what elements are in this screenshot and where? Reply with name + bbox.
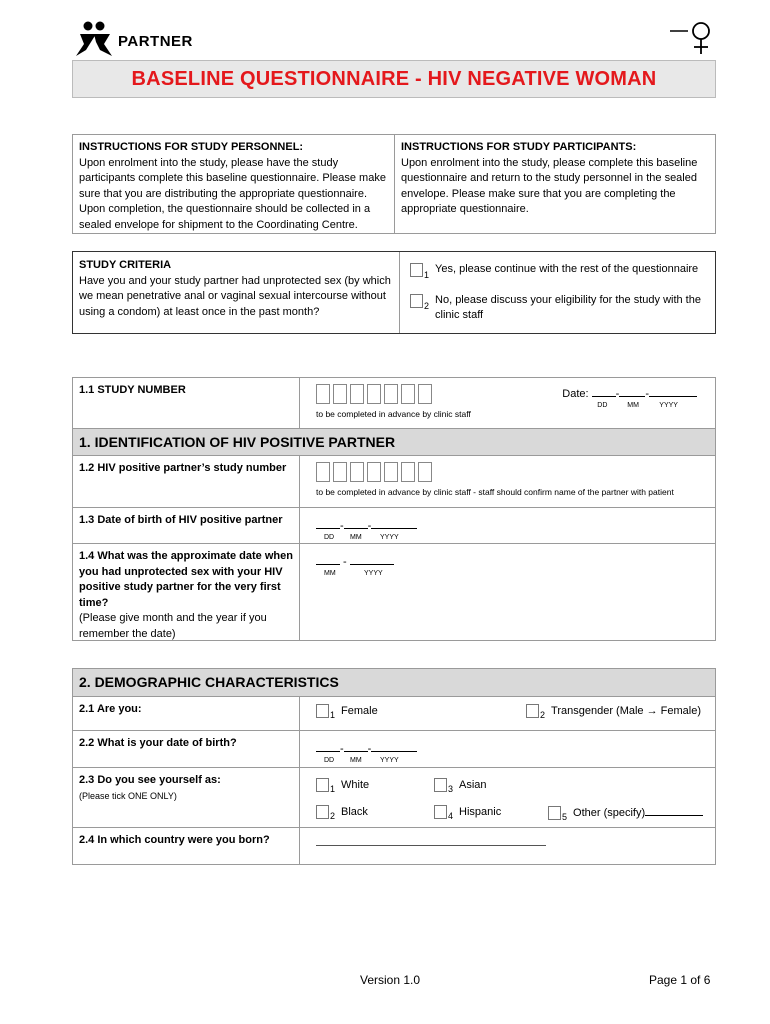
participants-heading: INSTRUCTIONS FOR STUDY PARTICIPANTS: xyxy=(401,141,637,153)
dob-row xyxy=(73,730,715,767)
first-unprotected-sex-field[interactable]: - MM YYYY xyxy=(300,544,715,640)
criteria-heading: STUDY CRITERIA xyxy=(79,259,172,271)
are-you-row: 2.1 Are you: $_1$ Female $_2$ Transgender (Male → Female) xyxy=(73,696,715,730)
birth-country-row xyxy=(73,827,715,864)
dob-field[interactable]: - - DD MM YYYY xyxy=(300,731,715,767)
asian-label: Asian xyxy=(459,778,487,791)
partner-logo xyxy=(74,20,194,60)
personnel-text: Upon enrolment into the study, please have the study participants complete this baseline questionnaire. Please make sure that you are distributing the appropriate questionnaire. Upon completion, the questionnaire should be collected in a sealed envelope for shipment to the Coordinating Centre. xyxy=(79,156,386,231)
partner-study-number-note: to be completed in advance by clinic staff - staff should confirm name of the partner with patient xyxy=(316,487,674,497)
logo-text: PARTNER xyxy=(118,33,193,50)
title-bar xyxy=(72,60,716,98)
criteria-no-label: No, please discuss your eligibility for the study with the clinic staff xyxy=(435,294,701,321)
personnel-instructions xyxy=(73,135,394,233)
hispanic-checkbox[interactable] xyxy=(434,805,447,819)
hispanic-label: Hispanic xyxy=(459,805,502,818)
criteria-option-yes: 1 Yes, please continue with the rest of the questionnaire xyxy=(410,262,705,283)
participants-text: Upon enrolment into the study, please complete this baseline questionnaire and return to the study personnel in the sealed envelope. Please make sure that you are completing the appropriate questionnaire. xyxy=(401,156,698,215)
version-label: Version 1.0 xyxy=(360,973,421,987)
personnel-heading: INSTRUCTIONS FOR STUDY PERSONNEL: xyxy=(79,141,304,153)
participant-instructions xyxy=(394,135,715,233)
black-checkbox[interactable] xyxy=(316,805,329,819)
criteria-text: Have you and your study partner had unprotected sex (by which we mean penetrative anal or vaginal sexual intercourse without using a condom) at least once in the past month? xyxy=(79,274,391,318)
section1-table xyxy=(72,377,716,641)
birth-country-label: 2.4 In which country were you born? xyxy=(73,828,300,864)
study-date-field[interactable]: Date: - - DD MM YYYY xyxy=(562,386,697,409)
ethnicity-label: 2.3 Do you see yourself as: xyxy=(79,774,221,786)
first-unprotected-sex-label: 1.4 What was the approximate date when you had unprotected sex with your HIV positive study partner for the very first time? xyxy=(79,550,293,609)
black-label: Black xyxy=(341,805,368,818)
white-label: White xyxy=(341,778,370,791)
criteria-no-checkbox[interactable] xyxy=(410,294,423,308)
study-number-label: 1.1 STUDY NUMBER xyxy=(73,378,300,428)
are-you-label: 2.1 Are you: xyxy=(73,697,300,730)
other-label: Other (specify) xyxy=(573,807,646,819)
criteria-yes-label: Yes, please continue with the rest of the questionnaire xyxy=(435,263,699,275)
ethnicity-sub: (Please tick ONE ONLY) xyxy=(79,790,177,801)
other-checkbox[interactable] xyxy=(548,806,561,820)
criteria-yes-checkbox[interactable] xyxy=(410,263,423,277)
first-unprotected-sex-row xyxy=(73,543,715,640)
page-title: BASELINE QUESTIONNAIRE - HIV NEGATIVE WOMAN xyxy=(131,68,657,90)
other-specify-line[interactable] xyxy=(645,805,703,816)
partner-logo-icon xyxy=(74,20,118,58)
study-criteria-box xyxy=(72,251,716,334)
partner-study-number-label: 1.2 HIV positive partner’s study number xyxy=(73,456,300,507)
female-checkbox[interactable] xyxy=(316,704,329,718)
partner-dob-row xyxy=(73,507,715,543)
birth-country-field[interactable] xyxy=(316,828,546,846)
instructions-box xyxy=(72,134,716,234)
female-symbol-icon xyxy=(668,20,718,56)
partner-study-number-row xyxy=(73,455,715,507)
female-label: Female xyxy=(341,704,378,717)
first-unprotected-sex-sub: (Please give month and the year if you remember the date) xyxy=(79,612,267,640)
ethnicity-row: 2.3 Do you see yourself as: (Please tick ONE ONLY) $_1$ White $_3$ Asian $_2$ Black $_4$ Hispanic $_5$ Other (specify) xyxy=(73,767,715,827)
asian-checkbox[interactable] xyxy=(434,778,447,792)
study-number-note: to be completed in advance by clinic staff xyxy=(316,409,471,419)
page-number: Page 1 of 6 xyxy=(649,973,711,987)
white-checkbox[interactable] xyxy=(316,778,329,792)
partner-dob-label: 1.3 Date of birth of HIV positive partner xyxy=(73,508,300,543)
dob-label: 2.2 What is your date of birth? xyxy=(73,731,300,767)
criteria-option-no: 2 No, please discuss your eligibility for the study with the clinic staff xyxy=(410,293,705,323)
partner-dob-field[interactable]: - - DD MM YYYY xyxy=(300,508,715,543)
study-number-row xyxy=(73,378,715,428)
section2-table xyxy=(72,668,716,865)
section1-heading: 1. IDENTIFICATION OF HIV POSITIVE PARTNER xyxy=(73,428,715,455)
partner-study-number-digits[interactable] xyxy=(316,462,699,482)
transgender-checkbox[interactable] xyxy=(526,704,539,718)
section2-heading: 2. DEMOGRAPHIC CHARACTERISTICS xyxy=(73,669,715,696)
transgender-label: Transgender (Male → Female) xyxy=(551,704,701,717)
